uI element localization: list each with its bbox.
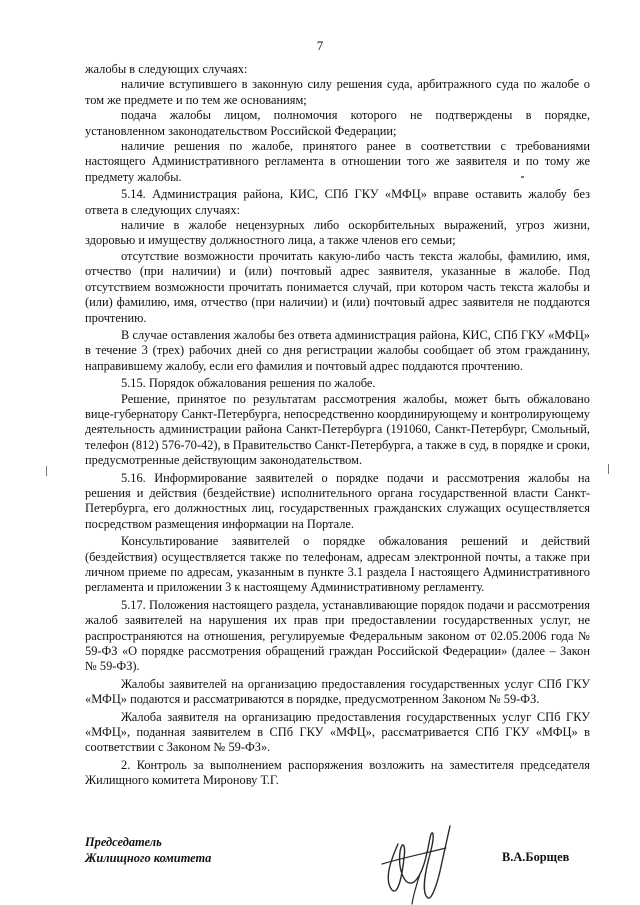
signature-position-line2: Жилищного комитета	[85, 851, 212, 865]
signature-position-line1: Председатель	[85, 835, 162, 849]
paragraph: наличие вступившего в законную силу решения суда, арбитражного суда по жалобе о том же предмете и по тем же основаниям;	[85, 77, 590, 107]
handwritten-signature-icon	[372, 818, 462, 905]
paragraph: 5.14. Администрация района, КИС, СПб ГКУ «МФЦ» вправе оставить жалобу без ответа в следующих случаях:	[85, 187, 590, 217]
paragraph: Консультирование заявителей о порядке обжалования решений и действий (бездействия) осуществляется также по телефонам, адресам электронной почты, а также при личном приеме по адресам, указанным в пункте 3.1 раздела I настоящего Административного регламента и приложении 3 к настоящему Административному регламенту.	[85, 534, 590, 595]
page-number: 7	[316, 38, 324, 53]
paragraph: Жалобы заявителей на организацию предоставления государственных услуг СПб ГКУ «МФЦ» подаются и рассматриваются в порядке, предусмотренном Законом № 59-ФЗ.	[85, 676, 590, 707]
paragraph: жалобы в следующих случаях:	[85, 62, 248, 76]
paragraph: наличие в жалобе нецензурных либо оскорбительных выражений, угроз жизни, здоровью и имуществу должностного лица, а также членов его семьи;	[85, 218, 590, 248]
signer-name: В.А.Борщев	[502, 850, 570, 864]
paragraph: 5.17. Положения настоящего раздела, устанавливающие порядок подачи и рассмотрения жалоб заявителей на нарушения их прав при предоставлении государственных услуг, не распространяются на отношения, регулируемые Федеральным законом от 02.05.2006 года № 59-ФЗ «О порядке рассмотрения обращений граждан Российской Федерации» (далее – Закон № 59-ФЗ).	[85, 597, 590, 674]
scan-mark	[521, 176, 524, 178]
scan-mark	[608, 464, 609, 474]
paragraph: подача жалобы лицом, полномочия которого не подтверждены в порядке, установленном законодательством Российской Федерации;	[85, 108, 590, 138]
paragraph: В случае оставления жалобы без ответа администрация района, КИС, СПб ГКУ «МФЦ» в течение 3 (трех) рабочих дней со дня регистрации жалобы сообщает об этом гражданину, направившему жалобу, если его фамилия и почтовый адрес поддаются прочтению.	[85, 327, 590, 373]
paragraph: Решение, принятое по результатам рассмотрения жалобы, может быть обжаловано вице-губернатору Санкт-Петербурга, непосредственно координирующему и контролирующему деятельность администрации района Санкт-Петербурга (191060, Санкт-Петербург, Смольный, телефон (812) 576-70-42), в Правительство Санкт-Петербурга, а также в суд, в порядке и сроки, предусмотренные действующим законодательством.	[85, 391, 590, 468]
paragraph: 2. Контроль за выполнением распоряжения возложить на заместителя председателя Жилищного комитета Миронову Т.Г.	[85, 757, 590, 788]
scan-mark	[46, 466, 47, 476]
paragraph: наличие решения по жалобе, принятого ранее в соответствии с требованиями настоящего Административного регламента в отношении того же заявителя и по тому же предмету жалобы.	[85, 139, 590, 184]
document-body	[85, 62, 590, 789]
paragraph: 5.16. Информирование заявителей о порядке подачи и рассмотрения жалобы на решения и действия (бездействие) исполнительного органа государственной власти Санкт-Петербурга, его должностных лиц, государственных гражданских служащих осуществляется посредством размещения информации на Портале.	[85, 470, 590, 531]
paragraph: 5.15. Порядок обжалования решения по жалобе.	[121, 376, 376, 391]
paragraph: отсутствие возможности прочитать какую-либо часть текста жалобы, фамилию, имя, отчество (при наличии) и (или) почтовый адрес заявителя, указанные в жалобе. Под отсутствием возможности прочитать понимается случай, при котором часть текста жалобы и (или) фамилию, имя, отчество (при наличии) и (или) почтовый адрес заявителя не поддаются прочтению.	[85, 248, 590, 325]
paragraph: Жалоба заявителя на организацию предоставления государственных услуг СПб ГКУ «МФЦ», поданная заявителем в СПб ГКУ «МФЦ», рассматривается СПб ГКУ «МФЦ» в соответствии с Законом № 59-ФЗ».	[85, 709, 590, 755]
